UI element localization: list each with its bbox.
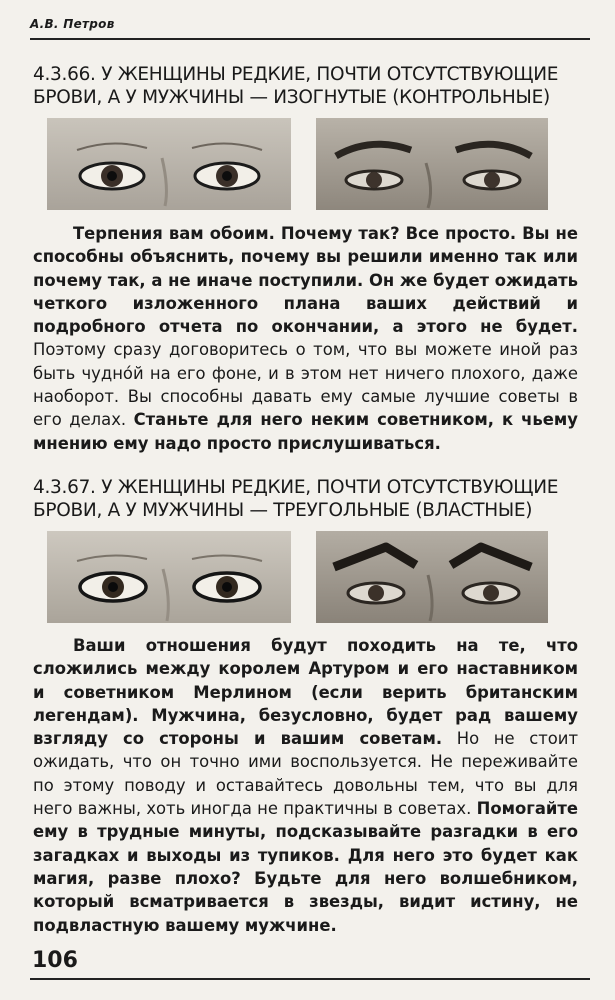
para1-regular: Поэтому сразу договоритесь о том, что вы можете иной раз быть чудно́й на его фоне, и в этом нет ничего плохого, даже наоборот. Вы способны давать ему самые лучшие советы в его делах. <box>33 340 578 430</box>
page-number: 106 <box>32 948 78 973</box>
running-header <box>30 14 590 40</box>
footer-rule <box>30 978 590 980</box>
para2-regular: Но не стоит ожидать, что он точно ими воспользуется. Не переживайте по этому поводу и оставайтесь довольны тем, что вы для него важны, хоть иногда не практичны в советах. <box>33 729 579 819</box>
header-author: А.В. Петров <box>30 17 115 31</box>
para1-bold-2: Станьте для него неким советником, к чьему мнению ему надо просто прислушиваться. <box>33 410 578 453</box>
man-eyes-photo-1 <box>316 118 548 210</box>
woman-eyes-photo-2 <box>47 531 291 623</box>
section-heading-4-3-67 <box>33 476 573 522</box>
para1-bold-1: Терпения вам обоим. Почему так? Все просто. Вы не способны объяснить, почему вы решили именно так или почему так, а не иначе поступили. Он же будет ожидать четкого изложенного плана ваших действий и подробного отчета по окончании, а этого не будет. <box>33 224 578 337</box>
heading-line-2: БРОВИ, А У МУЖЧИНЫ — ТРЕУГОЛЬНЫЕ (ВЛАСТНЫЕ) <box>33 500 533 521</box>
woman-eyes-photo-1 <box>47 118 291 210</box>
section-heading-4-3-66 <box>33 63 573 109</box>
para2-bold-1: Ваши отношения будут походить на те, что сложились между королем Артуром и его наставником и советником Мерлином (если верить британским легендам). Мужчина, безусловно, будет рад вашему взгляду со стороны и вашим советам. <box>33 636 578 749</box>
heading-line-1: 4.3.66. У ЖЕНЩИНЫ РЕДКИЕ, ПОЧТИ ОТСУТСТВУЮЩИЕ <box>33 64 559 85</box>
section-2-paragraph <box>33 634 578 937</box>
heading-line-1: 4.3.67. У ЖЕНЩИНЫ РЕДКИЕ, ПОЧТИ ОТСУТСТВУЮЩИЕ <box>33 477 559 498</box>
man-eyes-photo-2 <box>316 531 548 623</box>
para2-bold-2: Помогайте ему в трудные минуты, подсказывайте разгадки в его загадках и выходы из тупиков. Для него это будет как магия, разве плохо? Будьте для него волшебником, который всматривается в звезды, видит истину, не подвластную вашему мужчине. <box>33 799 578 935</box>
heading-line-2: БРОВИ, А У МУЖЧИНЫ — ИЗОГНУТЫЕ (КОНТРОЛЬНЫЕ) <box>33 87 550 108</box>
section-1-paragraph <box>33 222 578 455</box>
